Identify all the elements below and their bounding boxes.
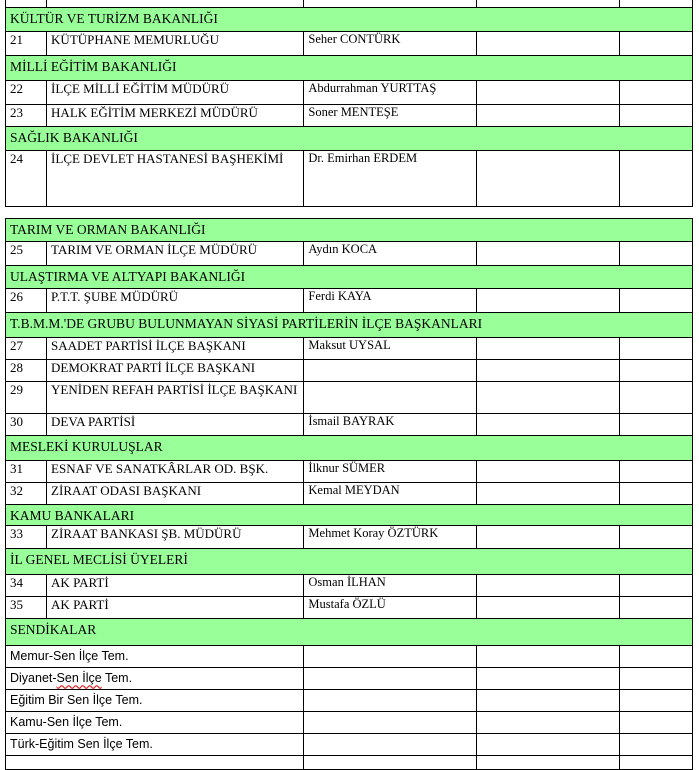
union-cell xyxy=(6,712,304,734)
empty-cell xyxy=(619,151,692,207)
position-cell: İLÇE MİLLİ EĞİTİM MÜDÜRÜ xyxy=(47,81,304,105)
empty-cell xyxy=(476,597,619,619)
person-name-cell: İlknur SÜMER xyxy=(304,461,476,483)
person-name-cell: Soner MENTEŞE xyxy=(304,105,476,127)
position-cell: ZİRAAT BANKASI ŞB. MÜDÜRÜ xyxy=(47,526,304,549)
row-number: 27 xyxy=(6,338,47,360)
union-name: Türk-Eğitim Sen İlçe Tem. xyxy=(10,737,153,751)
empty-cell xyxy=(304,756,476,770)
row-number: 21 xyxy=(6,32,47,56)
table-row xyxy=(6,32,693,56)
table-row xyxy=(6,338,693,360)
union-row xyxy=(6,734,693,756)
section-header-row xyxy=(6,56,693,81)
person-name-cell: Mustafa ÖZLÜ xyxy=(304,597,476,619)
table-row xyxy=(6,483,693,505)
empty-cell xyxy=(619,382,692,414)
empty-cell xyxy=(476,668,619,690)
empty-cell xyxy=(476,690,619,712)
page-break xyxy=(0,208,699,218)
empty-cell xyxy=(476,360,619,382)
person-name-cell: Osman İLHAN xyxy=(304,575,476,597)
section-header-row xyxy=(6,266,693,289)
position-cell: AK PARTİ xyxy=(47,597,304,619)
person-name-cell: Kemal MEYDAN xyxy=(304,483,476,505)
empty-cell xyxy=(619,575,692,597)
empty-cell xyxy=(476,646,619,668)
person-name-cell: Aydın KOCA xyxy=(304,242,476,266)
row-number: 30 xyxy=(6,414,47,436)
empty-cell xyxy=(304,668,476,690)
row-number: 26 xyxy=(6,289,47,313)
empty-cell xyxy=(619,338,692,360)
table-row xyxy=(6,414,693,436)
empty-cell xyxy=(619,597,692,619)
section-header-row xyxy=(6,549,693,575)
row-number: 28 xyxy=(6,360,47,382)
union-cell xyxy=(6,734,304,756)
section-title: TARIM VE ORMAN BAKANLIĞI xyxy=(6,219,693,242)
position-cell: HALK EĞİTİM MERKEZİ MÜDÜRÜ xyxy=(47,105,304,127)
empty-cell xyxy=(476,338,619,360)
table-row xyxy=(6,242,693,266)
table-row xyxy=(6,0,693,8)
union-row xyxy=(6,646,693,668)
empty-cell xyxy=(619,105,692,127)
person-name-cell: İsmail BAYRAK xyxy=(304,414,476,436)
table-row xyxy=(6,756,693,770)
union-cell xyxy=(6,646,304,668)
empty-cell xyxy=(619,81,692,105)
empty-cell xyxy=(476,483,619,505)
empty-cell xyxy=(619,526,692,549)
person-name-cell xyxy=(304,360,476,382)
empty-cell xyxy=(476,151,619,207)
union-name-suffix: Tem. xyxy=(101,671,133,685)
empty-cell xyxy=(619,461,692,483)
section-title: ULAŞTIRMA VE ALTYAPI BAKANLIĞI xyxy=(6,266,693,289)
empty-cell xyxy=(619,668,692,690)
empty-cell xyxy=(476,712,619,734)
row-number: 35 xyxy=(6,597,47,619)
section-title: MESLEKİ KURULUŞLAR xyxy=(6,436,693,461)
empty-cell xyxy=(476,81,619,105)
person-name-cell: Ferdi KAYA xyxy=(304,289,476,313)
position-cell: P.T.T. ŞUBE MÜDÜRÜ xyxy=(47,289,304,313)
empty-cell xyxy=(619,289,692,313)
section-header-row xyxy=(6,219,693,242)
position-cell: KÜTÜPHANE MEMURLUĞU xyxy=(47,32,304,56)
empty-cell xyxy=(304,690,476,712)
empty-cell xyxy=(304,646,476,668)
empty-cell xyxy=(476,575,619,597)
empty-cell xyxy=(476,461,619,483)
empty-cell xyxy=(476,289,619,313)
person-name-cell: Mehmet Koray ÖZTÜRK xyxy=(304,526,476,549)
row-number: 31 xyxy=(6,461,47,483)
empty-cell xyxy=(476,32,619,56)
spelling-error-mark: Sen İlçe xyxy=(56,671,102,685)
position-cell: ZİRAAT ODASI BAŞKANI xyxy=(47,483,304,505)
union-cell xyxy=(6,668,304,690)
position-cell: TARIM VE ORMAN İLÇE MÜDÜRÜ xyxy=(47,242,304,266)
empty-cell xyxy=(619,360,692,382)
union-row xyxy=(6,690,693,712)
position-cell: SAADET PARTİSİ İLÇE BAŞKANI xyxy=(47,338,304,360)
person-name-cell: Maksut UYSAL xyxy=(304,338,476,360)
position-cell: DEVA PARTİSİ xyxy=(47,414,304,436)
union-row xyxy=(6,712,693,734)
table-row xyxy=(6,81,693,105)
empty-cell xyxy=(619,483,692,505)
row-number: 29 xyxy=(6,382,47,414)
empty-cell xyxy=(476,526,619,549)
table-row xyxy=(6,289,693,313)
section-title: KÜLTÜR VE TURİZM BAKANLIĞI xyxy=(6,8,693,32)
page1-table xyxy=(5,0,693,207)
empty-cell xyxy=(619,646,692,668)
empty-cell xyxy=(6,756,304,770)
empty-cell xyxy=(476,242,619,266)
empty-cell xyxy=(619,242,692,266)
section-header-row xyxy=(6,505,693,526)
empty-cell xyxy=(476,382,619,414)
union-name: Eğitim Bir Sen İlçe Tem. xyxy=(10,693,143,707)
section-title: SAĞLIK BAKANLIĞI xyxy=(6,127,693,151)
empty-cell xyxy=(304,712,476,734)
table-row xyxy=(6,151,693,207)
empty-cell xyxy=(619,32,692,56)
table-row xyxy=(6,360,693,382)
empty-cell xyxy=(304,734,476,756)
row-number: 32 xyxy=(6,483,47,505)
position-cell: YENİDEN REFAH PARTİSİ İLÇE BAŞKANI xyxy=(47,382,304,414)
union-name: Memur-Sen İlçe Tem. xyxy=(10,649,129,663)
person-name-cell: Dr. Emirhan ERDEM xyxy=(304,151,476,207)
empty-cell xyxy=(476,414,619,436)
section-title: T.B.M.M.'DE GRUBU BULUNMAYAN SİYASİ PARTİLERİN İLÇE BAŞKANLARI xyxy=(6,313,693,338)
page2-table xyxy=(5,218,693,770)
section-header-row xyxy=(6,619,693,646)
union-cell xyxy=(6,690,304,712)
section-title: İL GENEL MECLİSİ ÜYELERİ xyxy=(6,549,693,575)
position-cell: İLÇE DEVLET HASTANESİ BAŞHEKİMİ xyxy=(47,151,304,207)
row-number: 24 xyxy=(6,151,47,207)
empty-cell xyxy=(476,756,619,770)
section-header-row xyxy=(6,127,693,151)
person-name-cell: Abdurrahman YURTTAŞ xyxy=(304,81,476,105)
table-row xyxy=(6,575,693,597)
section-header-row xyxy=(6,8,693,32)
row-number: 23 xyxy=(6,105,47,127)
section-title: MİLLİ EĞİTİM BAKANLIĞI xyxy=(6,56,693,81)
table-row xyxy=(6,105,693,127)
row-number: 22 xyxy=(6,81,47,105)
empty-cell xyxy=(619,734,692,756)
person-name-cell xyxy=(304,382,476,414)
union-row xyxy=(6,668,693,690)
empty-cell xyxy=(619,690,692,712)
union-name: Kamu-Sen İlçe Tem. xyxy=(10,715,123,729)
empty-cell xyxy=(619,756,692,770)
position-cell: DEMOKRAT PARTİ İLÇE BAŞKANI xyxy=(47,360,304,382)
position-cell: AK PARTİ xyxy=(47,575,304,597)
row-number: 25 xyxy=(6,242,47,266)
table-row xyxy=(6,526,693,549)
table-row xyxy=(6,597,693,619)
table-row xyxy=(6,382,693,414)
person-name-cell: Seher CONTÜRK xyxy=(304,32,476,56)
section-title: SENDİKALAR xyxy=(6,619,693,646)
union-name: Diyanet- xyxy=(10,671,57,685)
section-header-row xyxy=(6,313,693,338)
row-number: 34 xyxy=(6,575,47,597)
empty-cell xyxy=(476,734,619,756)
empty-cell xyxy=(619,712,692,734)
section-header-row xyxy=(6,436,693,461)
row-number: 33 xyxy=(6,526,47,549)
empty-cell xyxy=(476,105,619,127)
position-cell: ESNAF VE SANATKÂRLAR OD. BŞK. xyxy=(47,461,304,483)
table-row xyxy=(6,461,693,483)
section-title: KAMU BANKALARI xyxy=(6,505,693,526)
empty-cell xyxy=(619,414,692,436)
